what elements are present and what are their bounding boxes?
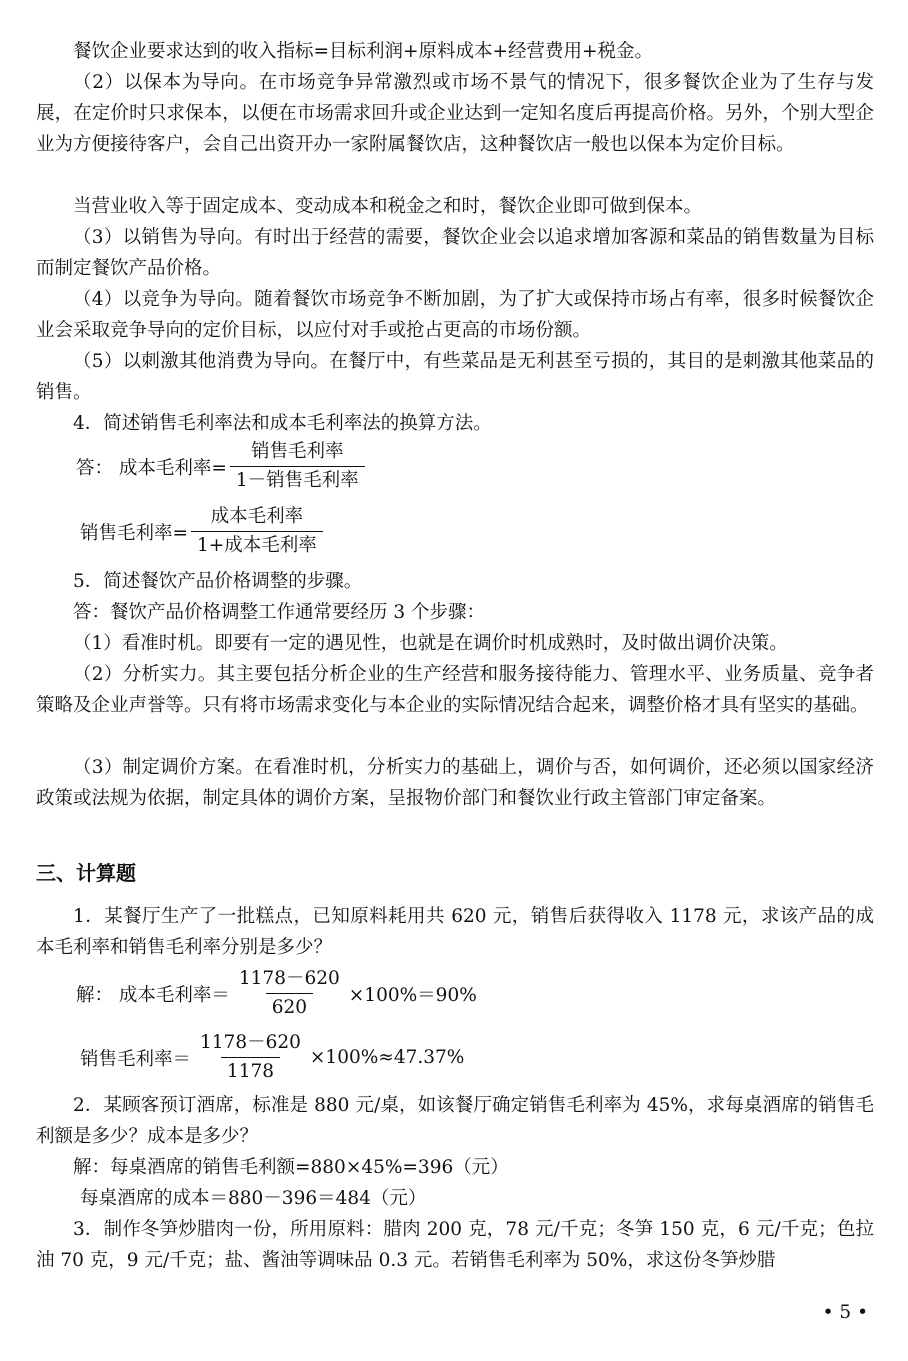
formula-result: ×100%＝90%: [348, 984, 477, 1006]
section-heading-calculation: 三、计算题: [36, 861, 136, 885]
paragraph-stimulate-consumption: （5）以刺激其他消费为导向。在餐厅中，有些菜品是无利甚至亏损的，其目的是刺激其他菜品的销售。: [36, 351, 874, 403]
question-5: 5．简述餐饮产品价格调整的步骤。: [73, 571, 363, 592]
formula-prefix: 销售毛利率＝: [80, 1048, 192, 1070]
step-3-plan: （3）制定调价方案。在看准时机，分析实力的基础上，调价与否，如何调价，还必须以国家经济政策或法规为依据，制定具体的调价方案，呈报物价部门和餐饮业行政主管部门审定备案。: [36, 757, 874, 809]
denominator: 1－销售毛利率: [230, 466, 365, 493]
formula-prefix: 解： 成本毛利率＝: [76, 984, 230, 1006]
fraction: [230, 440, 365, 493]
problem-1: 1．某餐厅生产了一批糕点，已知原料耗用共 620 元，销售后获得收入 1178 元，求该产品的成本毛利率和销售毛利率分别是多少？: [36, 906, 874, 958]
formula-cost-margin: [76, 440, 368, 493]
denominator: 1+成本毛利率: [191, 531, 323, 558]
answer-5-intro: 答：餐饮产品价格调整工作通常要经历 3 个步骤：: [73, 602, 486, 623]
solution-2-profit: 解：每桌酒席的销售毛利额=880×45%=396（元）: [73, 1157, 509, 1178]
formula-solution-sales-margin: [80, 1031, 464, 1084]
numerator: 1178－620: [238, 968, 340, 989]
paragraph-income-target: 餐饮企业要求达到的收入指标=目标利润+原料成本+经营费用+税金。: [73, 41, 654, 62]
formula-sales-margin: [80, 505, 326, 558]
solution-2-cost: 每桌酒席的成本＝880－396＝484（元）: [80, 1188, 427, 1209]
numerator: 成本毛利率: [210, 506, 304, 527]
fraction: [194, 1031, 307, 1084]
paragraph-competition-orientation: （4）以竞争为导向。随着餐饮市场竞争不断加剧，为了扩大或保持市场占有率，很多时候餐饮企业会采取竞争导向的定价目标，以应付对手或抢占更高的市场份额。: [36, 289, 874, 341]
numerator: 1178－620: [200, 1032, 301, 1053]
numerator: 销售毛利率: [251, 441, 344, 462]
paragraph-breakeven-condition: 当营业收入等于固定成本、变动成本和税金之和时，餐饮企业即可做到保本。: [73, 196, 703, 217]
fraction: [191, 505, 323, 558]
fraction: [233, 967, 346, 1020]
formula-prefix: 答： 成本毛利率=: [76, 457, 227, 479]
formula-solution-cost-margin: [76, 967, 477, 1020]
paragraph-sales-orientation: （3）以销售为导向。有时出于经营的需要，餐饮企业会以追求增加客源和菜品的销售数量为目标而制定餐饮产品价格。: [36, 227, 874, 279]
formula-prefix: 销售毛利率=: [80, 522, 189, 544]
denominator: 620: [266, 993, 313, 1020]
denominator: 1178: [221, 1057, 280, 1084]
formula-result: ×100%≈47.37%: [309, 1047, 465, 1068]
problem-3: 3．制作冬笋炒腊肉一份，所用原料：腊肉 200 克，78 元/千克；冬笋 150 克，6 元/千克；色拉油 70 克，9 元/千克；盐、酱油等调味品 0.3 元。若销售毛利率为 50%，求这份冬笋炒腊: [36, 1219, 874, 1271]
question-4: 4．简述销售毛利率法和成本毛利率法的换算方法。: [73, 413, 492, 434]
page-number: • 5 •: [822, 1302, 868, 1323]
problem-2: 2．某顾客预订酒席，标准是 880 元/桌，如该餐厅确定销售毛利率为 45%，求每桌酒席的销售毛利额是多少？成本是多少？: [36, 1095, 874, 1147]
paragraph-breakeven-orientation: （2）以保本为导向。在市场竞争异常激烈或市场不景气的情况下，很多餐饮企业为了生存与发展，在定价时只求保本，以便在市场需求回升或企业达到一定知名度后再提高价格。另外，个别大型企业为方便接待客户，会自己出资开办一家附属餐饮店，这种餐饮店一般也以保本为定价目标。: [36, 72, 874, 155]
step-2-analysis: （2）分析实力。其主要包括分析企业的生产经营和服务接待能力、管理水平、业务质量、竞争者策略及企业声誉等。只有将市场需求变化与本企业的实际情况结合起来，调整价格才具有坚实的基础。: [36, 664, 874, 716]
step-1-timing: （1）看准时机。即要有一定的遇见性，也就是在调价时机成熟时，及时做出调价决策。: [73, 633, 788, 654]
